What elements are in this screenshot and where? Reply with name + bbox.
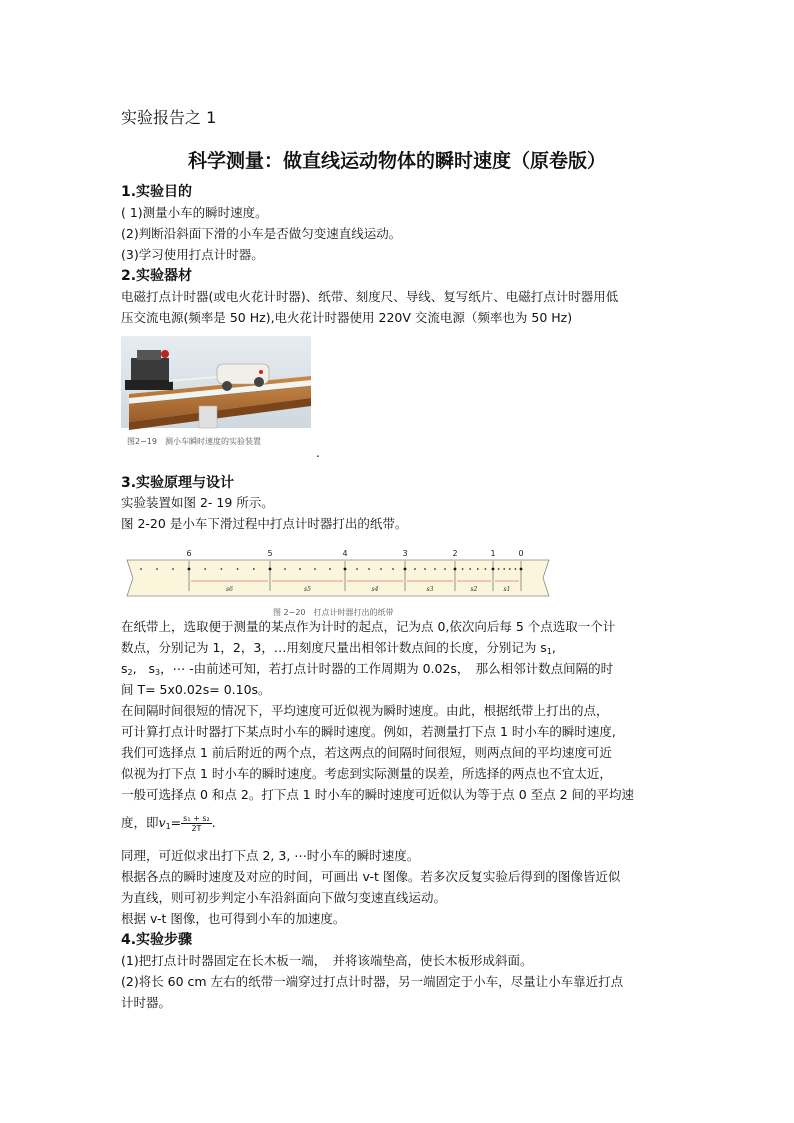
count-point-label: 0 [518,549,524,558]
count-point-label: 3 [402,549,408,558]
tape-dot [424,568,426,570]
para1-line-3: $s_2$, $s_3$，⋯ -由前述可知，若打点计时器的工作周期为 0.02s， 那么相邻计数点间隔的时 [121,661,614,677]
report-label: 实验报告之 1 [121,108,217,127]
segment-label: s4 [371,586,379,593]
count-point-dot [492,568,495,571]
tape-dot [434,568,436,570]
tape-dot [172,568,174,570]
count-point-dot [344,568,347,571]
tape-dot [314,568,316,570]
equipment-line-1: 电磁打点计时器(或电火花计时器)、纸带、刻度尺、导线、复写纸片、电磁打点计时器用低 [121,289,619,304]
section-heading-steps: 4.实验步骤 [121,932,193,948]
para2-line-5: 一般可选择点 0 和点 2。打下点 1 时小车的瞬时速度可近似认为等于点 0 至点 2 间的平均速 [121,787,635,802]
step-2-line-2: 计时器。 [121,995,172,1010]
segment-label: s5 [304,586,311,593]
tape-dot [509,568,511,570]
para1-line-2: 数点，分别记为 1，2，3，…用刻度尺量出相邻计数点间的长度，分别记为 $s_1$, [121,640,556,656]
tape-dot [204,568,206,570]
figure-2-19 [121,336,311,448]
figure-2-19-caption: 图2−19 测小车瞬时速度的实验装置 [127,437,261,446]
tape-dot [515,568,517,570]
tape-dot [140,568,142,570]
count-point-label: 1 [490,549,496,558]
tape-dot [380,568,382,570]
tape-dot [299,568,301,570]
count-point-label: 4 [342,549,348,558]
para3-line-2: 根据各点的瞬时速度及对应的时间，可画出 v-t 图像。若多次反复实验后得到的图像皆近似 [121,869,621,884]
count-point-label: 6 [186,549,192,558]
apparatus-illustration [121,336,311,448]
tape-dot [444,568,446,570]
tape-dot [368,568,370,570]
para2-line-4: 似视为打下点 1 时小车的瞬时速度。考虑到实际测量的误差，所选择的两点也不宜太近， [121,766,612,781]
segment-label: s3 [426,586,434,593]
section-heading-objective: 1.实验目的 [121,184,193,200]
objective-item-1: ( 1)测量小车的瞬时速度。 [121,205,268,220]
tape-dot [477,568,479,570]
tape-dot [392,568,394,570]
tape-dot [462,568,464,570]
para2-line-2: 可计算打点计时器打下某点时小车的瞬时速度。例如，若测量打下点 1 时小车的瞬时速度, [121,724,616,739]
equipment-line-2: 压交流电源(频率是 50 Hz),电火花计时器使用 220V 交流电源（频率也为 50 Hz) [121,310,573,325]
separator-dot: . [316,446,320,460]
tape-dot [485,568,487,570]
page-title: 科学测量：做直线运动物体的瞬时速度（原卷版） [187,150,606,172]
objective-item-3: (3)学习使用打点计时器。 [121,247,264,262]
tape-dot [221,568,223,570]
paper-tape-diagram [121,547,553,607]
section-heading-equipment: 2.实验器材 [121,268,193,284]
count-point-label: 2 [452,549,458,558]
tape-dot [284,568,286,570]
section-heading-principle: 3.实验原理与设计 [121,475,235,491]
para2-line-3: 我们可选择点 1 前后附近的两个点，若这两点的间隔时间很短，则两点间的平均速度可近 [121,745,612,760]
count-point-dot [454,568,457,571]
para3-line-1: 同理，可近似求出打下点 2, 3, ⋯时小车的瞬时速度。 [121,848,420,863]
para1-line-4: 间 T= 5x0.02s= 0.10s。 [121,682,271,697]
figure-2-20 [121,547,553,619]
tape-dot [156,568,158,570]
count-point-dot [188,568,191,571]
tape-dot [503,568,505,570]
tape-dot [237,568,239,570]
step-1: (1)把打点计时器固定在长木板一端， 并将该端垫高，使长木板形成斜面。 [121,953,533,968]
tape-dot [356,568,358,570]
count-point-dot [269,568,272,571]
para3-line-4: 根据 v-t 图像，也可得到小车的加速度。 [121,911,346,926]
segment-label: s1 [503,586,511,593]
tape-dot [469,568,471,570]
tape-dot [329,568,331,570]
tape-dot [253,568,255,570]
tape-dot [414,568,416,570]
segment-label: s2 [470,586,478,593]
para1-line-1: 在纸带上，选取便于测量的某点作为计时的起点，记为点 0,依次向后每 5 个点选取一个计 [121,619,616,634]
figure-2-20-caption: 图 2−20 打点计时器打出的纸带 [273,608,394,617]
velocity-formula: $\frac{\text{s₁ + s₂}}{2T}$ [183,814,210,833]
segment-label: s6 [226,586,233,593]
tape-dot [498,568,500,570]
principle-line-1: 实验装置如图 2- 19 所示。 [121,495,274,510]
para2-line-1: 在间隔时间很短的情况下，平均速度可近似视为瞬时速度。由此，根据纸带上打出的点， [121,703,609,718]
objective-item-2: (2)判断沿斜面下滑的小车是否做匀变速直线运动。 [121,226,402,241]
step-2-line-1: (2)将长 60 cm 左右的纸带一端穿过打点计时器，另一端固定于小车，尽量让小车靠近打点 [121,974,624,989]
count-point-dot [520,568,523,571]
principle-line-2: 图 2-20 是小车下滑过程中打点计时器打出的纸带。 [121,516,408,531]
para3-line-3: 为直线，则可初步判定小车沿斜面向下做匀变速直线运动。 [121,890,447,905]
count-point-dot [404,568,407,571]
count-point-label: 5 [267,549,273,558]
para2-line-6: 度，即$v_1=$ $\frac{\text{s₁ + s₂}}{2T}$ . [121,814,216,833]
